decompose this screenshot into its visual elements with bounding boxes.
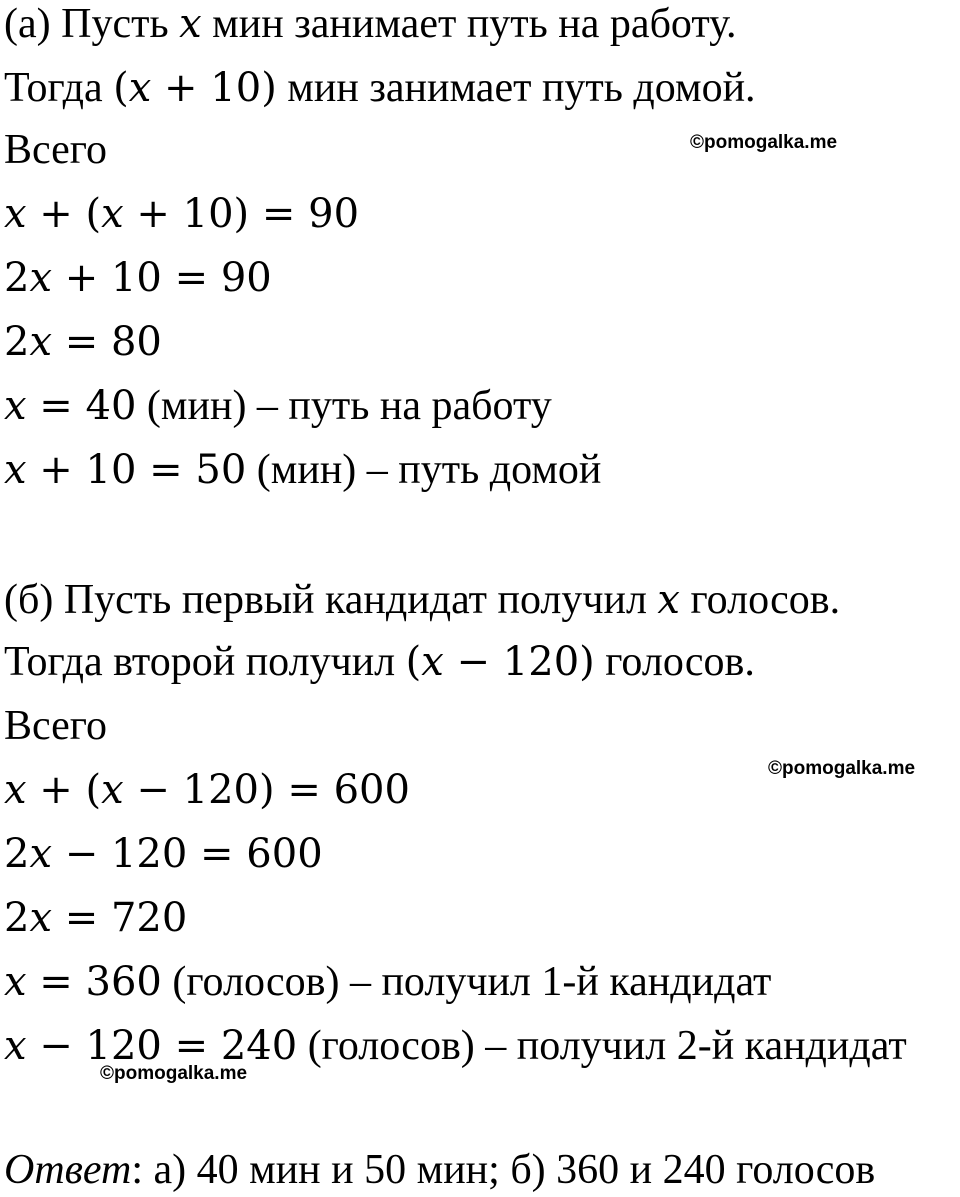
part-b-line-1-pre: (б) Пусть первый кандидат получил [4, 577, 658, 623]
part-b-equation-4-math: x = 360 [4, 959, 162, 1005]
part-a-equation-5 [4, 446, 601, 494]
part-a-line-1 [4, 0, 736, 48]
part-b-equation-1: x + (x − 120) = 600 [4, 767, 410, 813]
answer-label: Ответ [4, 1147, 132, 1193]
answer-line [4, 1146, 875, 1194]
variable-x: x [179, 1, 202, 47]
part-a-line-1-post: мин занимает путь на работу. [201, 1, 737, 47]
part-b-line-1 [4, 576, 840, 624]
part-a-line-2-math: (x + 10) [113, 65, 277, 111]
part-a-line-2 [4, 64, 756, 112]
part-a-total-label: Всего [4, 127, 107, 173]
part-b-equation-5-text: (голосов) – получил 2-й кандидат [297, 1023, 907, 1069]
part-a-line-2-post: мин занимает путь домой. [276, 65, 756, 111]
part-b-total-label: Всего [4, 703, 107, 749]
part-a-equation-5-math: x + 10 = 50 [4, 447, 247, 493]
part-b-line-2 [4, 638, 755, 686]
part-b-line-2-pre: Тогда второй получил [4, 639, 406, 685]
part-b-equation-3: 2x = 720 [4, 895, 188, 941]
part-a-line-1-pre: (а) Пусть [4, 1, 180, 47]
watermark: ©pomogalka.me [100, 1063, 248, 1084]
variable-x: x [657, 577, 680, 623]
part-b-equation-2: 2x − 120 = 600 [4, 831, 323, 877]
part-a-line-2-pre: Тогда [4, 65, 114, 111]
watermark: ©pomogalka.me [768, 758, 916, 779]
part-b-line-2-math: (x − 120) [405, 639, 595, 685]
part-b-equation-5-math: x − 120 = 240 [4, 1023, 298, 1069]
part-a-equation-2: 2x + 10 = 90 [4, 255, 272, 301]
part-b-line-1-post: голосов. [679, 577, 841, 623]
part-b-line-2-post: голосов. [594, 639, 755, 685]
watermark: ©pomogalka.me [690, 132, 838, 153]
part-b-equation-4-text: (голосов) – получил 1-й кандидат [161, 959, 772, 1005]
part-a-equation-1: x + (x + 10) = 90 [4, 191, 360, 237]
part-a-equation-4-math: x = 40 [4, 383, 137, 429]
part-a-equation-3: 2x = 80 [4, 319, 162, 365]
part-a-equation-4 [4, 382, 552, 430]
part-a-equation-4-text: (мин) – путь на работу [136, 383, 552, 429]
part-a-equation-5-text: (мин) – путь домой [246, 447, 602, 493]
answer-text: : а) 40 мин и 50 мин; б) 360 и 240 голосов [131, 1147, 876, 1193]
part-b-equation-4 [4, 958, 771, 1006]
